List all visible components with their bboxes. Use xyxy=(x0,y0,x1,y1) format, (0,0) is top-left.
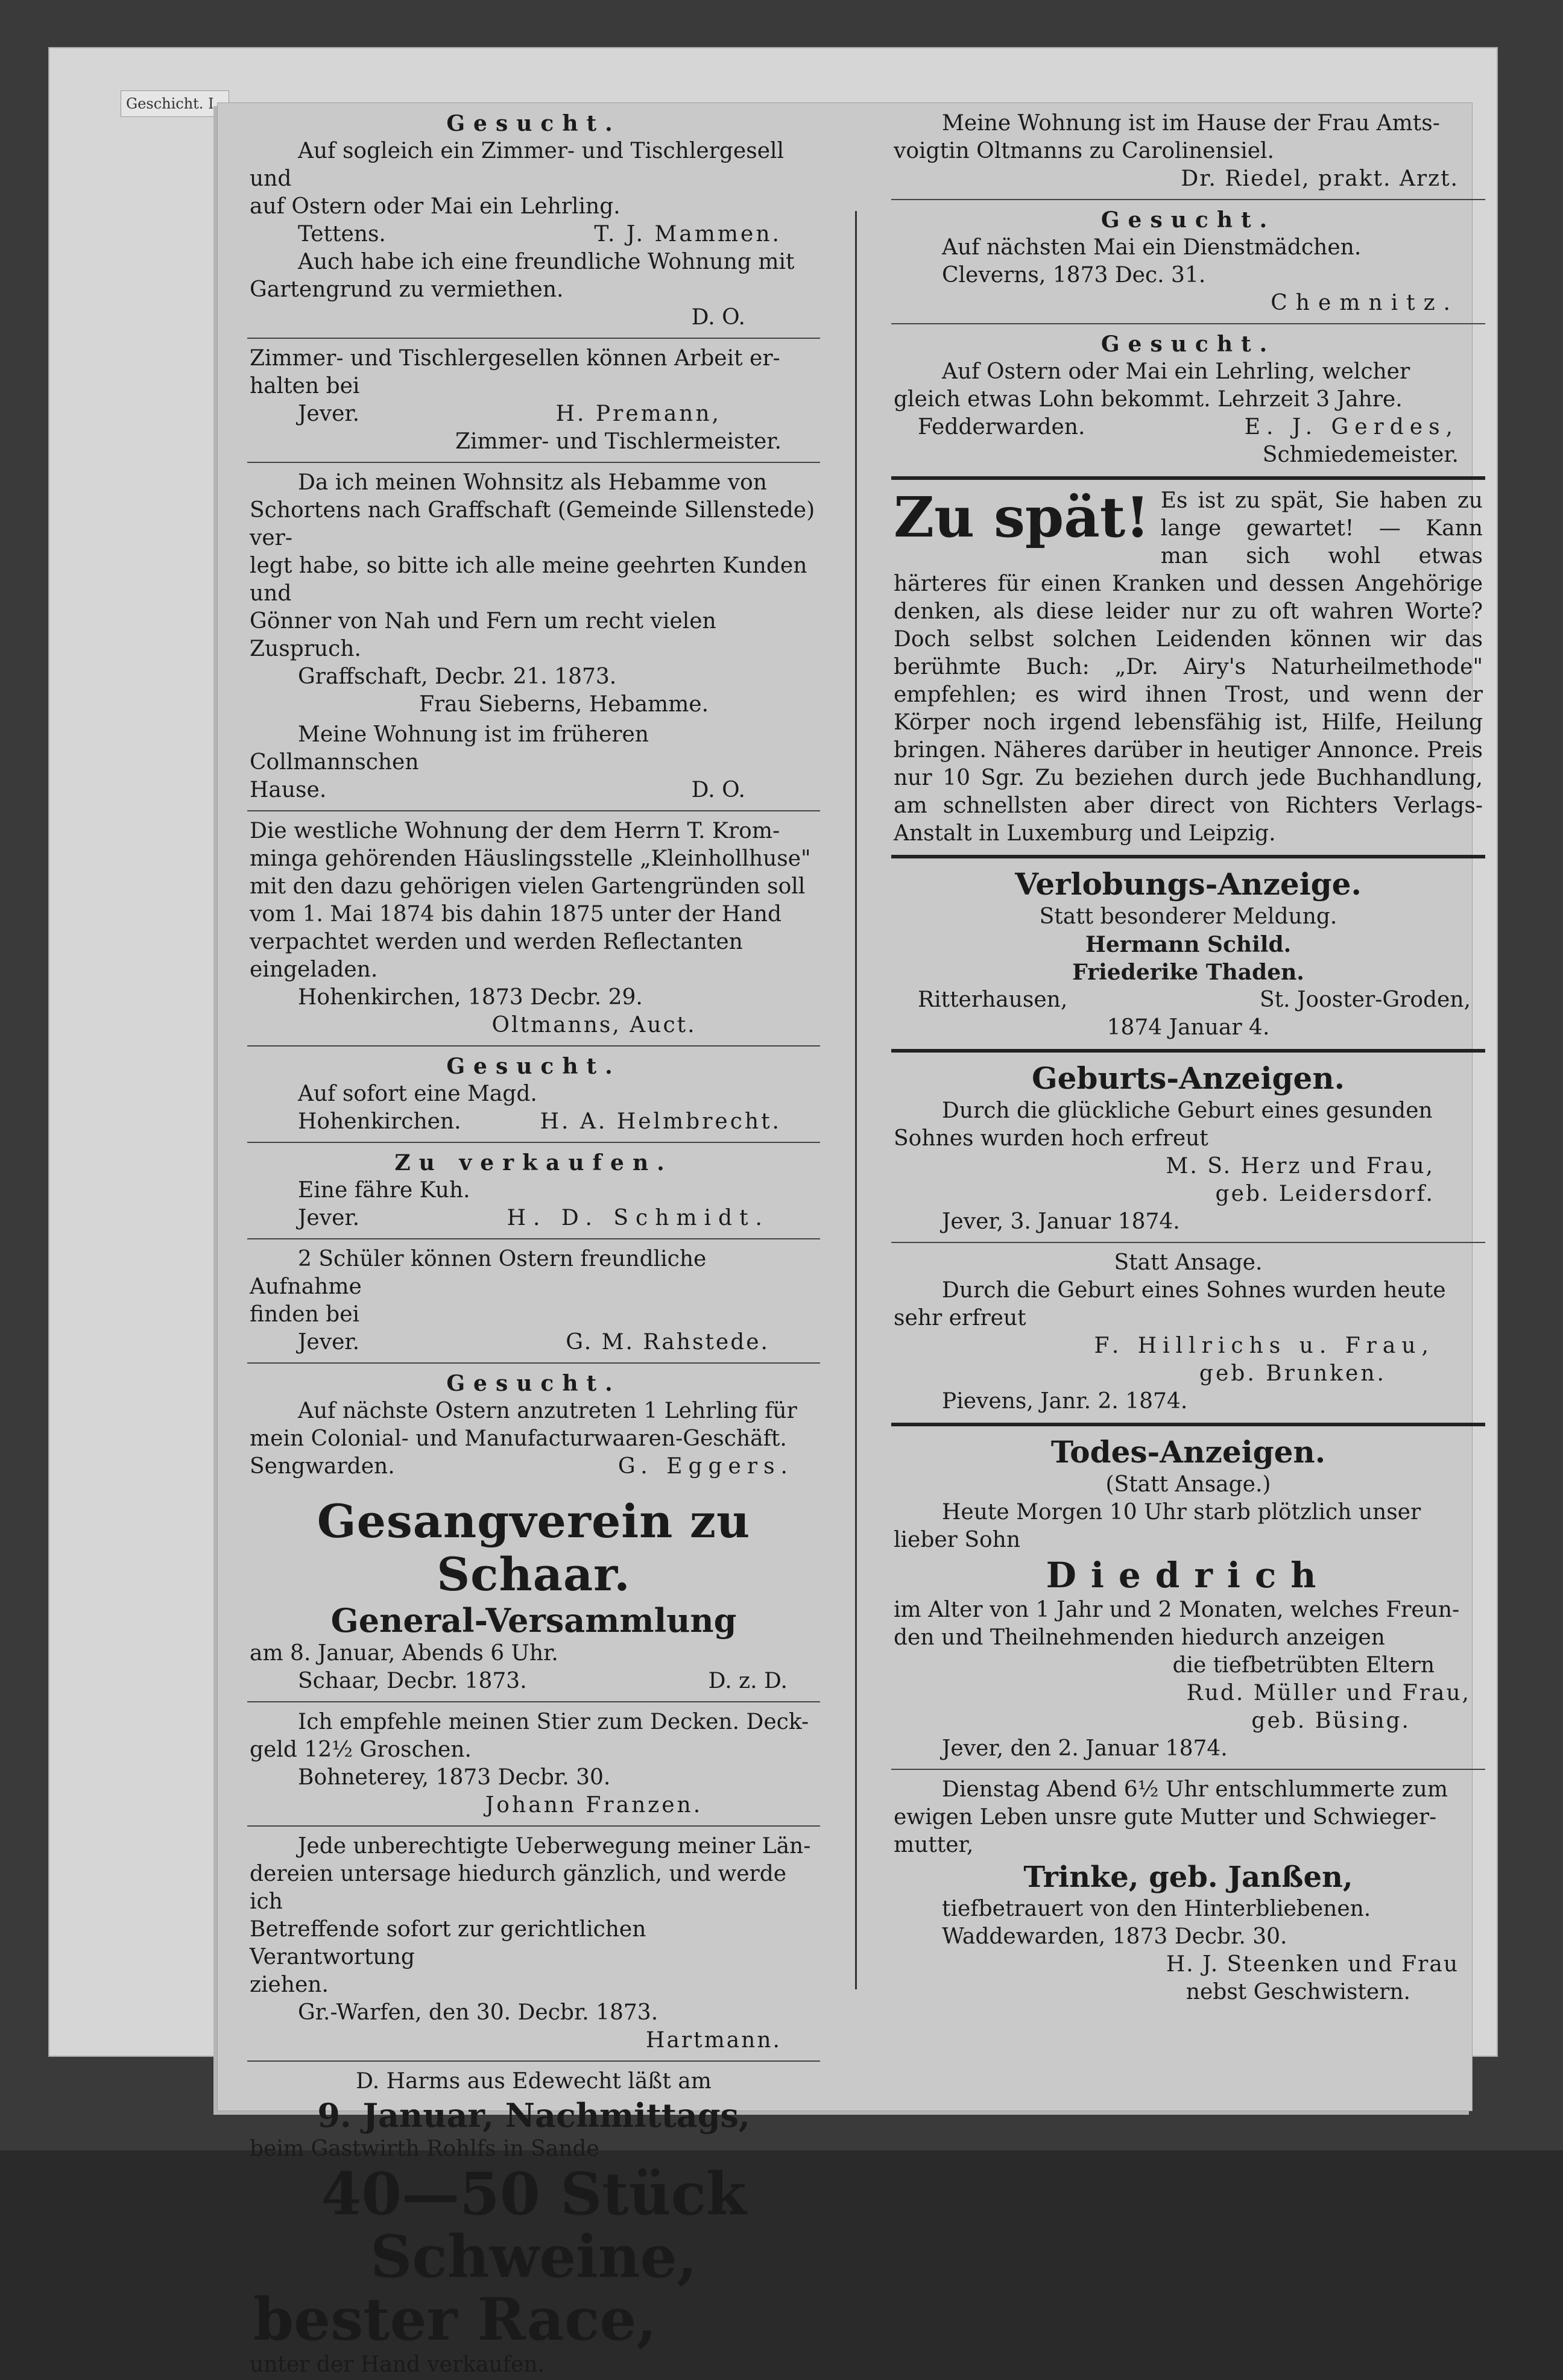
ad-text-line: Die westliche Wohnung der dem Herrn T. Krom- xyxy=(250,819,780,843)
separator-rule xyxy=(247,1045,820,1047)
ad-text-line: Meine Wohnung ist im früheren Collmannschen xyxy=(250,722,649,775)
index-tab-label: Geschicht. I xyxy=(121,90,229,117)
ad-kleinhollhuse xyxy=(247,816,820,1040)
ad-text-line: Hause. xyxy=(250,778,327,802)
ad-text-line: Schortens nach Graffschaft (Gemeinde Sillenstede) ver- xyxy=(250,498,815,550)
ad-title: Gesangverein zu Schaar. xyxy=(317,1494,751,1601)
ad-text-line: Da ich meinen Wohnsitz als Hebamme von xyxy=(298,470,767,495)
ad-date: Jever, den 2. Januar 1874. xyxy=(942,1736,1228,1761)
ad-text-line: mein Colonial- und Manufacturwaaren-Geschäft. xyxy=(250,1426,787,1451)
ad-text-line: lieber Sohn xyxy=(894,1528,1021,1552)
separator-rule xyxy=(247,2060,820,2062)
ad-text-line: halten bei xyxy=(250,374,360,398)
ad-text-line: gleich etwas Lohn bekommt. Lehrzeit 3 Jahre. xyxy=(894,387,1403,412)
ad-text-line: vom 1. Mai 1874 bis dahin 1875 unter der Hand xyxy=(250,902,782,927)
ad-gesangverein xyxy=(247,1494,820,1696)
ad-text-line: Auf nächsten Mai ein Dienstmädchen. xyxy=(942,235,1362,260)
separator-rule xyxy=(247,1362,820,1364)
ad-text-line: legt habe, so bitte ich alle meine geehrten Kunden und xyxy=(250,553,807,606)
ad-date: Graffschaft, Decbr. 21. 1873. xyxy=(298,664,617,689)
ad-signer-title: Zimmer- und Tischlermeister. xyxy=(455,429,782,454)
ad-text-line: den und Theilnehmenden hiedurch anzeigen xyxy=(894,1625,1385,1650)
ad-signer: M. S. Herz und Frau, xyxy=(1166,1154,1435,1179)
separator-rule-thick xyxy=(891,476,1485,480)
separator-rule xyxy=(247,1825,820,1827)
ad-signer: D. z. D. xyxy=(708,1669,788,1693)
ad-signer: Frau Sieberns, Hebamme. xyxy=(418,692,709,717)
ad-stier xyxy=(247,1707,820,1821)
ad-signer: nebst Geschwistern. xyxy=(1186,1980,1410,2004)
ad-verlobung xyxy=(891,864,1485,1043)
ad-text-line: Durch die glückliche Geburt eines gesunden xyxy=(942,1098,1433,1123)
ad-text-line: Auf sogleich ein Zimmer- und Tischlergesell und xyxy=(250,139,785,191)
ad-text-line: D. Harms aus Edewecht läßt am xyxy=(356,2069,712,2094)
ad-signer: geb. Büsing. xyxy=(1251,1708,1410,1733)
ad-place: Jever. xyxy=(298,1330,360,1355)
ad-gesucht-eggers xyxy=(247,1368,820,1482)
ad-place: Hohenkirchen. xyxy=(298,1109,461,1134)
ad-place: St. Jooster-Groden, xyxy=(1259,987,1471,1012)
ad-gesucht-gerdes xyxy=(891,329,1485,470)
ad-text-line: voigtin Oltmanns zu Carolinensiel. xyxy=(894,139,1275,163)
ad-place: Fedderwarden. xyxy=(918,415,1085,439)
ad-text-line: geld 12½ Groschen. xyxy=(250,1737,472,1762)
ad-subtitle: bester Race, xyxy=(253,2285,657,2353)
ad-text-line: Heute Morgen 10 Uhr starb plötzlich unser xyxy=(942,1500,1421,1525)
separator-rule xyxy=(247,1142,820,1143)
separator-rule xyxy=(891,323,1485,324)
separator-rule-thick xyxy=(891,1049,1485,1053)
ad-place: Jever. xyxy=(298,1206,360,1230)
ad-gesucht-mammen xyxy=(247,109,820,333)
ad-heading: Gesucht. xyxy=(446,111,621,136)
ad-text-line: Betreffende sofort zur gerichtlichen Verantwortung xyxy=(250,1917,646,1969)
ad-text-line: Gönner von Nah und Fern um recht vielen Zuspruch. xyxy=(250,609,716,661)
ad-premann xyxy=(247,344,820,457)
ad-text-line: Gartengrund zu vermiethen. xyxy=(250,277,564,302)
ad-signer: F. Hillrichs u. Frau, xyxy=(1094,1333,1435,1358)
ad-signer: H. J. Steenken und Frau xyxy=(1166,1952,1459,1977)
right-column xyxy=(891,109,1485,2007)
ad-text-line: mutter, xyxy=(894,1833,974,1857)
ad-heading: Gesucht. xyxy=(1100,207,1276,233)
ad-text-line: Ich empfehle meinen Stier zum Decken. Deck- xyxy=(298,1710,809,1734)
ad-text-line: Auf Ostern oder Mai ein Lehrling, welcher xyxy=(942,359,1410,384)
ad-place: Ritterhausen, xyxy=(918,987,1068,1012)
ad-signer: E. J. Gerdes, xyxy=(1244,415,1459,439)
ad-heading: Verlobungs-Anzeige. xyxy=(1015,866,1362,902)
ad-text-line: Jede unberechtigte Ueberwegung meiner Län- xyxy=(298,1834,811,1859)
separator-rule xyxy=(247,810,820,811)
ad-geburt-hillrichs xyxy=(891,1248,1485,1417)
separator-rule-thick xyxy=(891,1423,1485,1426)
ad-date: Pievens, Janr. 2. 1874. xyxy=(942,1389,1188,1414)
ad-text-line: beim Gastwirth Rohlfs in Sande xyxy=(250,2136,599,2161)
ad-signer: Dr. Riedel, prakt. Arzt. xyxy=(1181,166,1459,191)
ad-gesucht-magd xyxy=(247,1051,820,1137)
ad-signer: Hartmann. xyxy=(646,2028,782,2053)
ad-text-line: (Statt Ansage.) xyxy=(1105,1472,1271,1497)
ad-tod-janssen xyxy=(891,1775,1485,2007)
ad-text-line: Eine fähre Kuh. xyxy=(298,1178,470,1203)
ad-heading: Gesucht. xyxy=(1100,332,1276,357)
ad-text-line: Statt Ansage. xyxy=(1114,1250,1263,1275)
ad-date: Cleverns, 1873 Dec. 31. xyxy=(942,263,1206,288)
ad-text-line: am 8. Januar, Abends 6 Uhr. xyxy=(250,1641,558,1666)
ad-text-line: minga gehörenden Häuslingsstelle „Kleinhollhuse" xyxy=(250,846,811,871)
ad-text-line: Auch habe ich eine freundliche Wohnung mit xyxy=(298,250,795,274)
ad-zu-spaet xyxy=(891,486,1485,849)
separator-rule-thick xyxy=(891,855,1485,858)
ad-text-line: finden bei xyxy=(250,1302,360,1327)
separator-rule xyxy=(247,338,820,339)
separator-rule xyxy=(247,1701,820,1702)
ad-gesucht-dienstmaedchen xyxy=(891,205,1485,318)
column-divider xyxy=(855,211,857,1989)
ad-text-body: Es ist zu spät, Sie haben zu lange gewartet! — Kann man sich wohl etwas härteres für einen Kranken und dessen Angehörige denken, als diese leider nur zu oft wahren Worte? Doch selbst solchen Leidenden können wir das berühmte Buch: „Dr. Airy's Naturheilmethode" empfehlen; es wird ihnen Trost, und wenn der Körper noch irgend lebensfähig ist, Hilfe, Heilung bringen. Näheres darüber in heutiger Annonce. Preis nur 10 Sgr. Zu beziehen durch jede Buchhandlung, am schnellsten aber direct von Richters Verlags-Anstalt in Luxemburg und Leipzig. xyxy=(894,488,1483,846)
ad-wohnung-collmann xyxy=(247,720,820,805)
ad-text-line: mit den dazu gehörigen vielen Gartengründen soll xyxy=(250,874,806,899)
ad-text-line: Durch die Geburt eines Sohnes wurden heute xyxy=(942,1278,1446,1303)
ad-signer: D. O. xyxy=(691,778,745,802)
ad-text-line: Auf sofort eine Magd. xyxy=(298,1081,537,1106)
separator-rule xyxy=(247,1238,820,1239)
ad-text-line: ziehen. xyxy=(250,1972,329,1997)
ad-text-line: dereien untersage hiedurch gänzlich, und werde ich xyxy=(250,1862,787,1914)
ad-signer: geb. Brunken. xyxy=(1199,1361,1386,1386)
ad-text-line: Dienstag Abend 6½ Uhr entschlummerte zum xyxy=(942,1777,1448,1802)
ad-name: Friederike Thaden. xyxy=(1072,960,1304,985)
ad-name: Diedrich xyxy=(1046,1555,1331,1596)
ad-geburt-herz xyxy=(891,1059,1485,1237)
ad-heading: Gesucht. xyxy=(446,1371,621,1396)
ad-title: 40—50 Stück Schweine, xyxy=(321,2160,747,2291)
ad-text-line: auf Ostern oder Mai ein Lehrling. xyxy=(250,194,620,219)
separator-rule xyxy=(891,1769,1485,1770)
ad-place: Jever. xyxy=(298,401,360,426)
ad-signer: H. A. Helmbrecht. xyxy=(540,1109,782,1134)
ad-heading: Todes-Anzeigen. xyxy=(1050,1434,1326,1470)
ad-date: Waddewarden, 1873 Decbr. 30. xyxy=(942,1924,1287,1949)
ad-schweine-auktion xyxy=(247,2067,820,2380)
separator-rule xyxy=(247,462,820,463)
ad-ueberwegung xyxy=(247,1831,820,2056)
ad-heading: Geburts-Anzeigen. xyxy=(1031,1060,1345,1096)
ad-heading: Zu verkaufen. xyxy=(394,1150,673,1176)
ad-date: Gr.-Warfen, den 30. Decbr. 1873. xyxy=(298,2000,658,2025)
ad-signer: G. Eggers. xyxy=(617,1454,794,1479)
ad-text-line: Statt besonderer Meldung. xyxy=(1039,904,1337,929)
ad-date: Hohenkirchen, 1873 Decbr. 29. xyxy=(298,985,643,1010)
ad-text-line: ewigen Leben unsre gute Mutter und Schwieger- xyxy=(894,1805,1437,1830)
ad-signer: G. M. Rahstede. xyxy=(566,1330,769,1355)
ad-text-line: 9. Januar, Nachmittags, xyxy=(317,2096,750,2135)
ad-text-line: 2 Schüler können Ostern freundliche Aufnahme xyxy=(250,1247,707,1299)
ad-date: Jever, 3. Januar 1874. xyxy=(942,1209,1180,1234)
ad-text-line: Auf nächste Ostern anzutreten 1 Lehrling für xyxy=(298,1399,797,1423)
ad-signer: Oltmanns, Auct. xyxy=(491,1013,696,1037)
ad-signer: Chemnitz. xyxy=(1271,291,1459,315)
ad-date: Bohneterey, 1873 Decbr. 30. xyxy=(298,1765,611,1790)
ad-heading: Gesucht. xyxy=(446,1054,621,1079)
ad-text-line: verpachtet werden und werden Reflectanten eingeladen. xyxy=(250,930,743,982)
ad-signer: T. J. Mammen. xyxy=(594,222,782,247)
ad-signer: H. Premann, xyxy=(555,401,721,426)
ad-text-line: Zimmer- und Tischlergesellen können Arbeit er- xyxy=(250,346,780,371)
ad-text-line: tiefbetrauert von den Hinterbliebenen. xyxy=(942,1897,1371,1921)
ad-signer: D. O. xyxy=(691,305,745,330)
ad-name: Hermann Schild. xyxy=(1085,932,1292,957)
ad-signer: H. D. Schmidt. xyxy=(507,1206,769,1230)
ad-signer: Rud. Müller und Frau, xyxy=(1186,1681,1471,1705)
ad-tod-diedrich xyxy=(891,1432,1485,1764)
ad-place: Tettens. xyxy=(298,222,386,247)
ad-text-line: im Alter von 1 Jahr und 2 Monaten, welches Freun- xyxy=(894,1598,1460,1622)
ad-date: Schaar, Decbr. 1873. xyxy=(298,1669,527,1693)
ad-hebamme xyxy=(247,468,820,720)
ad-signer-title: Schmiedemeister. xyxy=(1262,442,1459,467)
ad-schueler xyxy=(247,1244,820,1358)
ad-text-line: Sohnes wurden hoch erfreut xyxy=(894,1126,1208,1151)
left-column xyxy=(247,109,820,2380)
ad-subtitle: General-Versammlung xyxy=(330,1601,737,1640)
ad-signer: geb. Leidersdorf. xyxy=(1215,1182,1435,1206)
ad-date: 1874 Januar 4. xyxy=(1107,1015,1270,1040)
ad-text-line: unter der Hand verkaufen. xyxy=(250,2352,545,2377)
ad-text-line: Meine Wohnung ist im Hause der Frau Amts- xyxy=(942,111,1440,136)
ad-big-heading: Zu spät! xyxy=(894,485,1150,550)
ad-signer: die tiefbetrübten Eltern xyxy=(1172,1653,1435,1678)
ad-name: Trinke, geb. Janßen, xyxy=(1023,1860,1353,1894)
ad-place: Sengwarden. xyxy=(250,1454,395,1479)
separator-rule xyxy=(891,199,1485,200)
ad-zu-verkaufen-kuh xyxy=(247,1148,820,1233)
ad-text-line: sehr erfreut xyxy=(894,1306,1026,1330)
separator-rule xyxy=(891,1242,1485,1243)
ad-signer: Johann Franzen. xyxy=(485,1793,703,1818)
ad-wohnung-riedel xyxy=(891,109,1485,194)
